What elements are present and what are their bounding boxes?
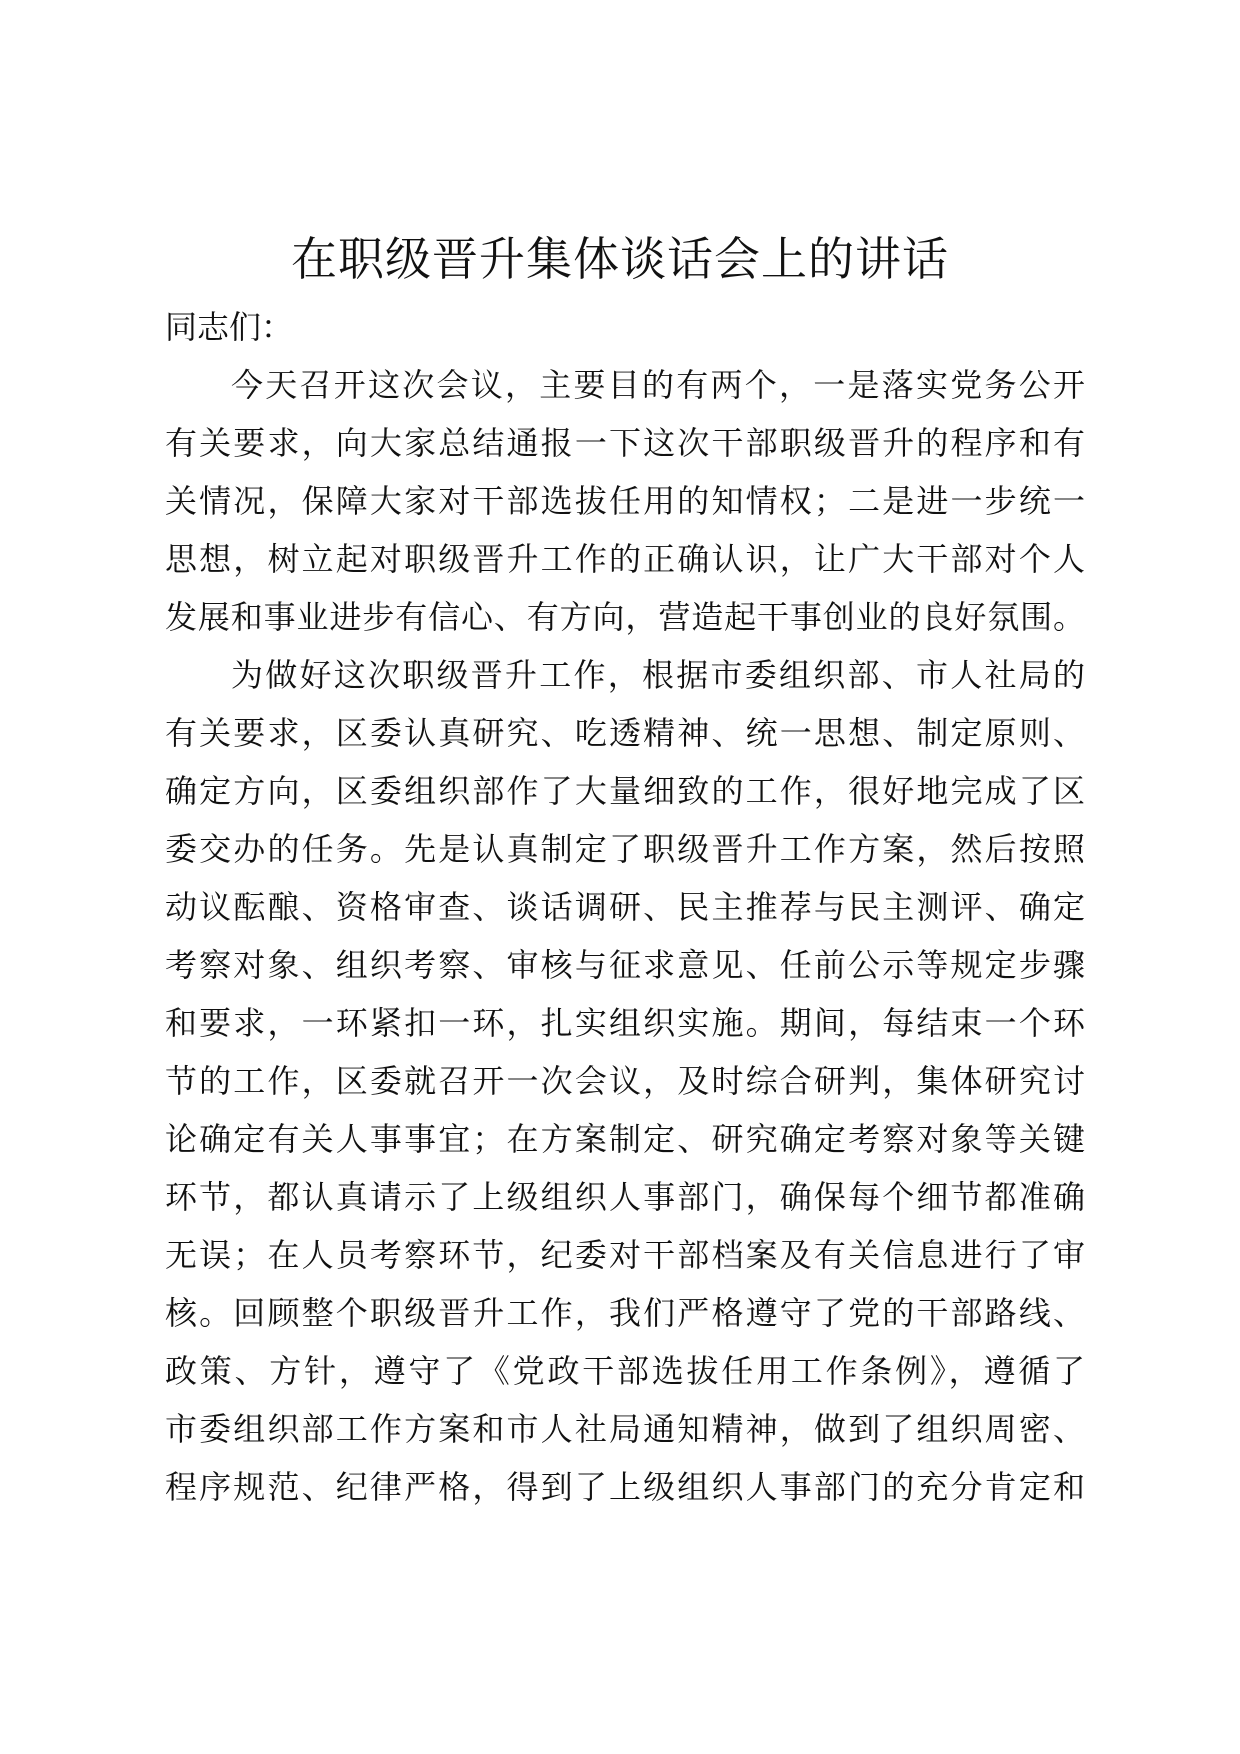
- paragraph-line: 论确定有关人事事宜；在方案制定、研究确定考察对象等关键: [165, 1120, 1085, 1158]
- paragraph-line: 思想，树立起对职级晋升工作的正确认识，让广大干部对个人: [165, 540, 1085, 578]
- paragraph-line: 环节，都认真请示了上级组织人事部门，确保每个细节都准确: [165, 1178, 1085, 1216]
- paragraph-line: 有关要求，向大家总结通报一下这次干部职级晋升的程序和有: [165, 424, 1085, 462]
- salutation: 同志们：: [165, 308, 294, 346]
- paragraph-line: 政策、方针，遵守了《党政干部选拔任用工作条例》，遵循了: [165, 1352, 1085, 1390]
- paragraph-line: 发展和事业进步有信心、有方向，营造起干事创业的良好氛围。: [165, 598, 1085, 636]
- paragraph-line: 确定方向，区委组织部作了大量细致的工作，很好地完成了区: [165, 772, 1085, 810]
- paragraph-line: 委交办的任务。先是认真制定了职级晋升工作方案，然后按照: [165, 830, 1085, 868]
- paragraph-line: 今天召开这次会议，主要目的有两个，一是落实党务公开: [231, 366, 1085, 404]
- paragraph-line: 无误；在人员考察环节，纪委对干部档案及有关信息进行了审: [165, 1236, 1085, 1274]
- paragraph-line: 节的工作，区委就召开一次会议，及时综合研判，集体研究讨: [165, 1062, 1085, 1100]
- paragraph-line: 有关要求，区委认真研究、吃透精神、统一思想、制定原则、: [165, 714, 1085, 752]
- paragraph-line: 市委组织部工作方案和市人社局通知精神，做到了组织周密、: [165, 1410, 1085, 1448]
- paragraph-line: 程序规范、纪律严格，得到了上级组织人事部门的充分肯定和: [165, 1468, 1085, 1506]
- paragraph-line: 核。回顾整个职级晋升工作，我们严格遵守了党的干部路线、: [165, 1294, 1085, 1332]
- paragraph-line: 为做好这次职级晋升工作，根据市委组织部、市人社局的: [231, 656, 1085, 694]
- document-title: 在职级晋升集体谈话会上的讲话: [291, 232, 949, 286]
- paragraph-1: [165, 356, 1085, 646]
- paragraph-line: 关情况，保障大家对干部选拔任用的知情权；二是进一步统一: [165, 482, 1085, 520]
- paragraph-2: [165, 646, 1085, 1516]
- paragraph-line: 动议酝酿、资格审查、谈话调研、民主推荐与民主测评、确定: [165, 888, 1085, 926]
- paragraph-line: 考察对象、组织考察、审核与征求意见、任前公示等规定步骤: [165, 946, 1085, 984]
- paragraph-line: 和要求，一环紧扣一环，扎实组织实施。期间，每结束一个环: [165, 1004, 1085, 1042]
